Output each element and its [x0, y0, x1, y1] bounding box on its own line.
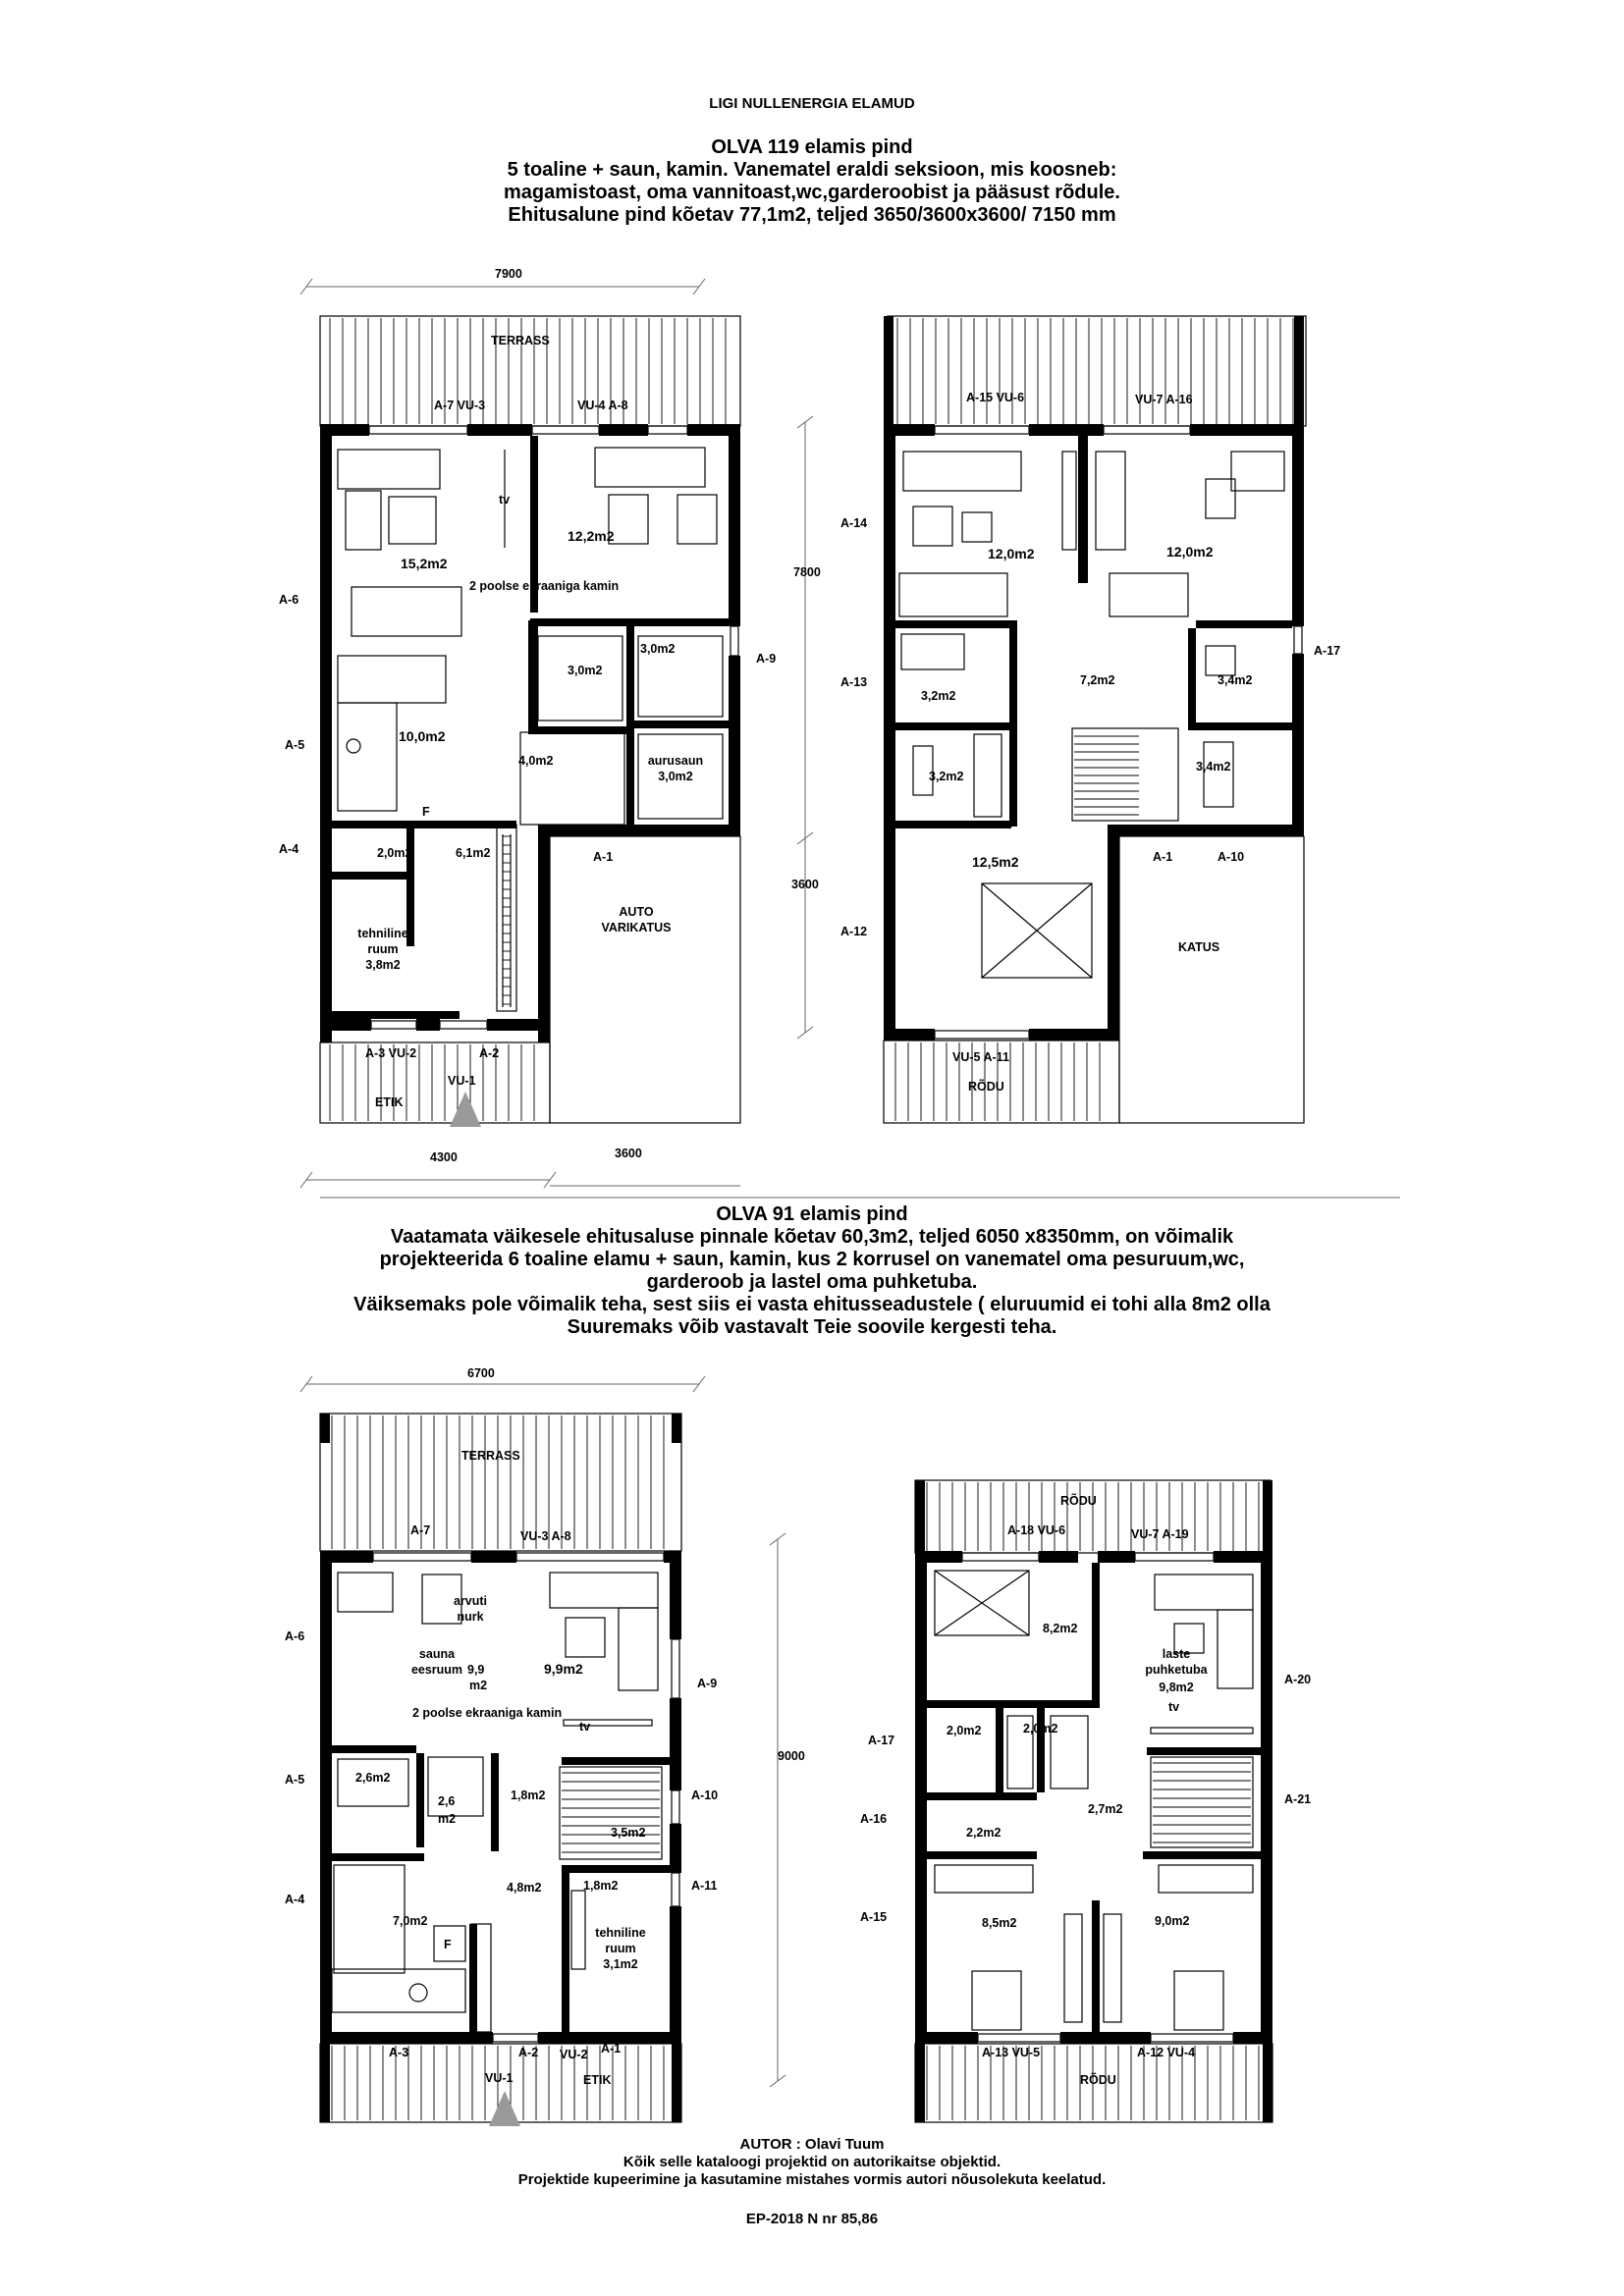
- p2-r125: 12,5m2: [972, 854, 1019, 870]
- p2-r32b: 3,2m2: [929, 770, 964, 783]
- p1-r152: 15,2m2: [401, 556, 448, 571]
- p1-r40: 4,0m2: [518, 754, 554, 768]
- p4-vu7a19: VU-7 A-19: [1131, 1527, 1189, 1541]
- stair-treads: [1074, 736, 1139, 815]
- p3-a1: A-1: [601, 2042, 622, 2056]
- p3-tv: tv: [579, 1720, 591, 1734]
- p3-a10: A-10: [691, 1789, 719, 1802]
- olva119-desc-2: magamistoast, oma vannitoast,wc,garderoobist ja pääsust rõdule.: [504, 182, 1120, 203]
- p2-vu7a16: VU-7 A-16: [1135, 393, 1193, 406]
- p1-a6: A-6: [279, 593, 299, 607]
- p4-a15: A-15: [860, 1910, 888, 1924]
- p1-a1: A-1: [593, 850, 614, 864]
- p2-dim-bottom: 3600: [791, 878, 819, 891]
- stair-treads: [562, 1773, 660, 1852]
- p2-a13: A-13: [840, 675, 868, 689]
- olva91-title: OLVA 91 elamis pind: [716, 1203, 908, 1225]
- p3-r70: 7,0m2: [393, 1914, 428, 1928]
- p3-a7: A-7: [410, 1523, 431, 1537]
- p2-dim-top: 7800: [793, 565, 821, 579]
- p1-varikatus: VARIKATUS: [601, 921, 672, 934]
- p3-r99b: 9,9m2: [544, 1661, 583, 1677]
- p1-vu4a8: VU-4 A-8: [577, 399, 628, 412]
- p4-a18vu6: A-18 VU-6: [1007, 1523, 1066, 1537]
- p1-a2: A-2: [479, 1046, 500, 1060]
- p4-rodu-bottom: RÕDU: [1080, 2073, 1116, 2087]
- olva91-desc-1: Vaatamata väikesele ehitusaluse pinnale kõetav 60,3m2, teljed 6050 x8350mm, on võimalik: [390, 1226, 1234, 1248]
- p2-r32a: 3,2m2: [921, 689, 956, 703]
- stair-treads: [503, 836, 511, 1004]
- p1-r38: 3,8m2: [365, 958, 401, 972]
- p3-a5: A-5: [285, 1773, 305, 1787]
- entry-decking: [330, 1044, 534, 1121]
- p3-r99a: 9,9: [467, 1663, 485, 1677]
- p2-a15vu6: A-15 VU-6: [966, 391, 1025, 404]
- olva91-desc-2: projekteerida 6 toaline elamu + saun, kamin, kus 2 korrusel on vanematel oma pesuruum,wc,: [379, 1249, 1245, 1270]
- p1-r122: 12,2m2: [568, 528, 615, 544]
- p3-nurk: nurk: [457, 1610, 484, 1624]
- p4-a17: A-17: [868, 1734, 895, 1747]
- olva119-desc-1: 5 toaline + saun, kamin. Vanematel eraldi seksioon, mis koosneb:: [507, 159, 1117, 181]
- p3-etik: ETIK: [583, 2073, 612, 2087]
- p3-r31: 3,1m2: [603, 1957, 638, 1971]
- p3-r26b: 2,6: [438, 1794, 456, 1808]
- plan2-upper-floor: [915, 1480, 1272, 2122]
- p1-wash30: 3,0m2: [640, 642, 676, 656]
- p2-katus: KATUS: [1178, 940, 1220, 954]
- p3-r18b: 1,8m2: [583, 1879, 619, 1893]
- p1-a5: A-5: [285, 738, 305, 752]
- p2-a17: A-17: [1314, 644, 1341, 658]
- p3-tehniline: tehniline: [595, 1926, 646, 1940]
- series-title: LIGI NULLENERGIA ELAMUD: [709, 95, 915, 112]
- p4-r22: 2,2m2: [966, 1826, 1001, 1840]
- p3-r26a: 2,6m2: [355, 1771, 391, 1785]
- p3-sauna: sauna: [418, 1647, 456, 1661]
- p1-auto: AUTO: [619, 905, 654, 919]
- p3-r35: 3,5m2: [611, 1826, 646, 1840]
- p3-arvuti: arvuti: [453, 1594, 488, 1608]
- p1-r100: 10,0m2: [399, 728, 446, 744]
- p3-a3: A-3: [389, 2046, 409, 2059]
- p1-etik: ETIK: [375, 1095, 404, 1109]
- footer-ref: EP-2018 N nr 85,86: [745, 2211, 879, 2227]
- p3-dim-side: 9000: [778, 1749, 805, 1763]
- p3-m2: m2: [469, 1679, 488, 1692]
- p2-a10: A-10: [1218, 850, 1245, 864]
- p3-a2: A-2: [518, 2046, 539, 2059]
- p4-a12vu4: A-12 VU-4: [1137, 2046, 1196, 2059]
- p4-r85: 8,5m2: [982, 1916, 1017, 1930]
- stair-treads: [1153, 1763, 1251, 1842]
- p2-r120b: 12,0m2: [1166, 544, 1214, 560]
- p3-m2b: m2: [438, 1812, 457, 1826]
- p2-rodu: RÕDU: [968, 1080, 1004, 1094]
- p3-a11: A-11: [691, 1879, 718, 1893]
- p1-tehniline: tehniline: [357, 927, 408, 940]
- p2-a1: A-1: [1153, 850, 1173, 864]
- p1-a4: A-4: [279, 842, 299, 856]
- p3-dim-top: 6700: [467, 1366, 495, 1380]
- p2-r120a: 12,0m2: [988, 546, 1035, 561]
- footer-line1: Kõik selle kataloogi projektid on autorikaitse objektid.: [623, 2154, 1001, 2170]
- p4-laste: laste: [1162, 1647, 1191, 1661]
- p1-tv: tv: [499, 493, 511, 507]
- olva91-desc-4: Väiksemaks pole võimalik teha, sest siis ei vasta ehitusseadustele ( eluruumid ei tohi alla 8m2 olla: [353, 1294, 1271, 1315]
- p1-a9: A-9: [756, 652, 777, 666]
- p3-terrass: TERRASS: [461, 1449, 520, 1463]
- balcony-decking: [897, 318, 1293, 424]
- p1-r61: 6,1m2: [456, 846, 491, 860]
- p4-r82: 8,2m2: [1043, 1622, 1078, 1635]
- p1-terrass: TERRASS: [491, 334, 550, 347]
- p1-kamin: 2 poolse ekraaniga kamin: [469, 579, 620, 593]
- terrace-decking: [332, 1415, 664, 1549]
- p1-dim-bl: 4300: [430, 1150, 458, 1164]
- p3-vu1: VU-1: [485, 2071, 514, 2085]
- p4-r98: 9,8m2: [1159, 1681, 1194, 1694]
- p3-f: F: [444, 1938, 452, 1951]
- p1-f: F: [422, 805, 430, 819]
- rodu-decking: [927, 1482, 1259, 1551]
- plan1-upper-floor: [797, 316, 1306, 1123]
- olva119-title: OLVA 119 elamis pind: [711, 136, 913, 158]
- p4-a21: A-21: [1284, 1792, 1312, 1806]
- olva119-desc-3: Ehitusalune pind kõetav 77,1m2, teljed 3650/3600x3600/ 7150 mm: [508, 204, 1116, 226]
- p4-r20b: 2,0m2: [1023, 1722, 1058, 1735]
- p1-sauna30: 3,0m2: [568, 664, 603, 677]
- p3-a9: A-9: [697, 1677, 718, 1690]
- p1-aurusaun: aurusaun: [647, 754, 704, 768]
- p3-vu3a8: VU-3 A-8: [520, 1529, 571, 1543]
- p1-vu1: VU-1: [448, 1074, 476, 1088]
- p1-dim-top: 7900: [495, 267, 522, 281]
- p4-puhketuba: puhketuba: [1145, 1663, 1208, 1677]
- p2-a14: A-14: [840, 516, 868, 530]
- p3-a6: A-6: [285, 1629, 305, 1643]
- p4-a13vu5: A-13 VU-5: [982, 2046, 1041, 2059]
- p2-r34b: 3,4m2: [1196, 760, 1231, 774]
- p3-r48: 4,8m2: [507, 1881, 542, 1895]
- p3-eesruum: eesruum: [410, 1663, 463, 1677]
- plan2-ground-floor: [300, 1376, 785, 2126]
- p1-a7vu3: A-7 VU-3: [434, 399, 486, 412]
- p4-a20: A-20: [1284, 1673, 1312, 1686]
- p1-r20: 2,0m2: [377, 846, 412, 860]
- p3-r18a: 1,8m2: [511, 1789, 546, 1802]
- p4-r27: 2,7m2: [1088, 1802, 1123, 1816]
- p3-a4: A-4: [285, 1893, 305, 1906]
- olva91-desc-5: Suuremaks võib vastavalt Teie soovile kergesti teha.: [567, 1316, 1057, 1338]
- p2-r72: 7,2m2: [1080, 673, 1115, 687]
- p1-a3vu2: A-3 VU-2: [365, 1046, 417, 1060]
- p4-r90: 9,0m2: [1155, 1914, 1190, 1928]
- olva91-desc-3: garderoob ja lastel oma puhketuba.: [646, 1271, 978, 1293]
- p1-aurusaun-area: 3,0m2: [658, 770, 693, 783]
- p3-kamin: 2 poolse ekraaniga kamin: [412, 1706, 563, 1720]
- p3-ruum: ruum: [605, 1942, 636, 1955]
- p4-rodu-top: RÕDU: [1060, 1494, 1097, 1508]
- p2-a12: A-12: [840, 925, 868, 938]
- p3-vu2: VU-2: [560, 2048, 588, 2061]
- p4-a16: A-16: [860, 1812, 888, 1826]
- p2-vu5a11: VU-5 A-11: [952, 1050, 1009, 1064]
- p1-dim-br: 3600: [615, 1147, 642, 1160]
- p2-r34a: 3,4m2: [1218, 673, 1253, 687]
- p4-r20a: 2,0m2: [947, 1724, 982, 1737]
- p4-tv: tv: [1168, 1700, 1180, 1714]
- p1-ruum: ruum: [367, 942, 399, 956]
- footer-line2: Projektide kupeerimine ja kasutamine mistahes vormis autori nõusolekuta keelatud.: [517, 2171, 1107, 2188]
- footer-author: AUTOR : Olavi Tuum: [739, 2136, 885, 2153]
